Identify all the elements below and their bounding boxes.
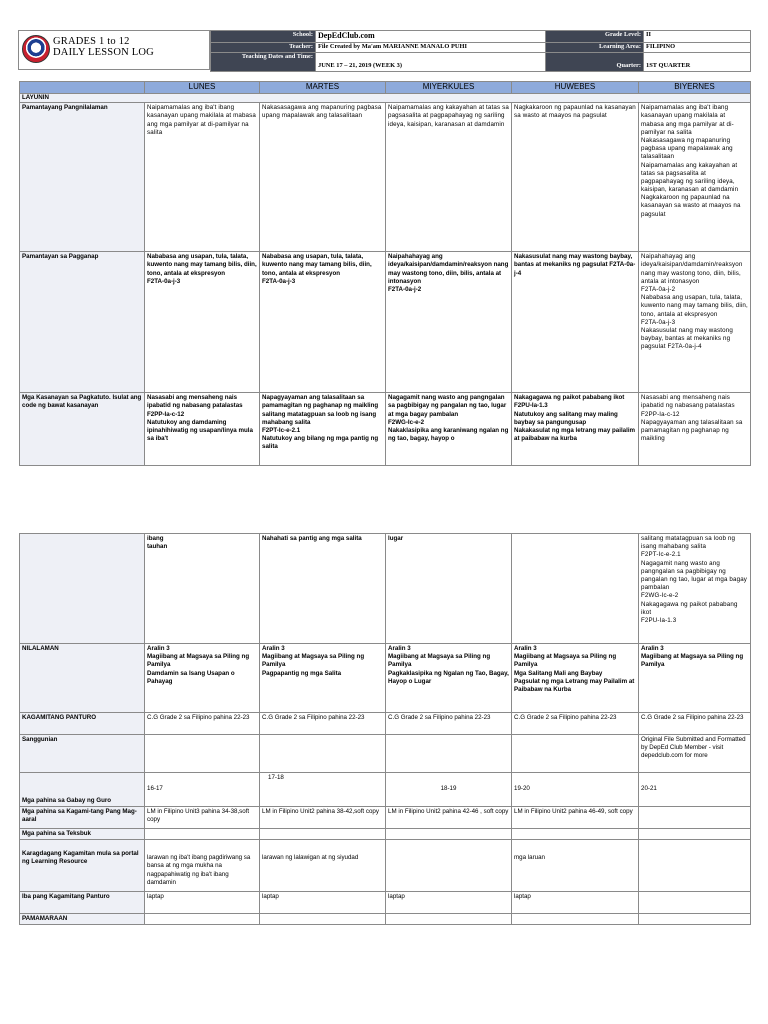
cell-miyerkules: laptap <box>386 892 512 914</box>
cell-huwebes: Aralin 3 Magiibang at Magsaya sa Piling ng Pamilya Mga Salitang Mali ang Baybay Pagsulat ng mga Letrang may Pailalim at Paibabaw na Kurba <box>512 644 639 713</box>
cell-miyerkules: Naipahahayag ang ideya/kaisipan/damdamin/reaksyon nang may wastong tono, diin, bilis, antala at intonasyon F2TA-0a-j-2 <box>386 252 512 393</box>
cell-lunes <box>145 829 260 840</box>
grade-level-label: Grade Level: <box>546 31 644 43</box>
cell-miyerkules <box>386 914 512 925</box>
cell-biyernes: Nasasabi ang mensaheng nais ipabatid ng nabasang patalastas F2PP-Ia-c-12 Napagyayaman ang talasalitaan sa pamamagitan ng paghanap ng maikling <box>639 393 751 466</box>
cell-lunes <box>145 914 260 925</box>
teaching-dates-label: Teaching Dates and Time: <box>211 52 316 71</box>
cell-lunes: larawan ng iba't ibang pagdiriwang sa bansa at ng mga mukha na nagpapahiwatig ng iba't ibang damdamin <box>145 840 260 892</box>
row-label-kagamitang-panturo: KAGAMITANG PANTURO <box>20 713 145 735</box>
cell-biyernes: Naipamamalas ang iba't ibang kasanayan upang makilala at mabasa ang mga pamilyar at di-pamilyar na salita Nakasasagawa ng mapanuring pagbasa upang mapalawak ang talasalitaan Naipamamalas ang kakayahan at tatas sa pagsasalita at pagpapahayag ng sariling ideya, kaisipan, karanasan at damdamin Nagkakaroon ng papaunlad na kasanayan sa wasto at maayos na pagsulat <box>639 103 751 252</box>
title-line-1: GRADES 1 to 12 <box>53 36 130 47</box>
lesson-log-logo-box <box>18 30 210 70</box>
learning-area-value: FILIPINO <box>644 42 751 52</box>
day-header-blank <box>20 82 145 94</box>
info-table <box>210 30 751 72</box>
cell-biyernes: Aralin 3 Magiibang at Magsaya sa Piling ng Pamilya <box>639 644 751 713</box>
cell-huwebes: LM in Filipino Unit2 pahina 46-49, soft copy <box>512 807 639 829</box>
row-label-pamantayan-sa-pagganap: Pamantayan sa Pagganap <box>20 252 145 393</box>
cell-huwebes: Nakasusulat nang may wastong baybay, bantas at mekaniks ng pagsulat F2TA-0a-j-4 <box>512 252 639 393</box>
learning-area-label: Learning Area: <box>546 42 644 52</box>
day-header-biyernes: BIYERNES <box>639 82 751 94</box>
cell-martes: Nakasasagawa ang mapanuring pagbasa upang mapalawak ang talasalitaan <box>260 103 386 252</box>
cell-martes <box>260 914 386 925</box>
quarter-label: Quarter: <box>546 52 644 71</box>
cell-lunes: C.G Grade 2 sa Filipino pahina 22-23 <box>145 713 260 735</box>
lesson-log-title <box>53 36 154 58</box>
cell-martes: Nababasa ang usapan, tula, talata, kuwento nang may tamang bilis, diin, tono, antala at ekspresyon F2TA-0a-j-3 <box>260 252 386 393</box>
cell-biyernes <box>639 914 751 925</box>
cell-lunes: 16-17 <box>145 773 260 807</box>
teacher-value: File Created by Ma'am MARIANNE MANALO PUHI <box>316 42 546 52</box>
cell-huwebes: mga laruan <box>512 840 639 892</box>
cell-martes: Napagyayaman ang talasalitaan sa pamamagitan ng paghanap ng maikling salitang matatagpuan sa loob ng isang mahabang salita F2PT-Ic-e-2.1 Natutukoy ang bilang ng mga pantig ng salita <box>260 393 386 466</box>
day-header-miyerkules: MIYERKULES <box>386 82 512 94</box>
cell-biyernes: C.G Grade 2 sa Filipino pahina 22-23 <box>639 713 751 735</box>
school-value[interactable]: DepEdClub.com <box>316 31 546 43</box>
cell-biyernes: Naipahahayag ang ideya/kaisipan/damdamin/reaksyon nang may wastong tono, diin, bilis, antala at intonasyon F2TA-0a-j-2 Nababasa ang usapan, tula, talata, kuwento nang may tamang bilis, diin, tono, antala at ekspresyon F2TA-0a-j-3 Nakasusulat nang may wastong baybay, bantas at mekaniks ng pagsulat F2TA-0a-j-4 <box>639 252 751 393</box>
cell-biyernes <box>639 892 751 914</box>
cell-martes: laptap <box>260 892 386 914</box>
title-line-2: DAILY LESSON LOG <box>53 47 154 59</box>
cell-martes: LM in Filipino Unit2 pahina 38-42,soft copy <box>260 807 386 829</box>
cell-miyerkules: Naipamamalas ang kakayahan at tatas sa pagsasalita at pagpapahayag ng sariling ideya, kaisipan, karanasan at damdamin <box>386 103 512 252</box>
cell-huwebes <box>512 735 639 773</box>
cell-lunes: Nasasabi ang mensaheng nais ipabatid ng nabasang patalastas F2PP-Ia-c-12 Natutukoy ang damdaming ipinahihiwatig ng usapan/linya mula sa iba't <box>145 393 260 466</box>
quarter-value: 1ST QUARTER <box>644 52 751 71</box>
cell-lunes: Aralin 3 Magiibang at Magsaya sa Piling ng Pamilya Damdamin sa Isang Usapan o Pahayag <box>145 644 260 713</box>
day-header-martes: MARTES <box>260 82 386 94</box>
cell-biyernes: Original File Submitted and Formatted by DepEd Club Member - visit depedclub.com for more <box>639 735 751 773</box>
deped-seal-icon <box>22 35 50 63</box>
cell-biyernes <box>639 807 751 829</box>
cell-martes <box>260 735 386 773</box>
cell-martes: Aralin 3 Magiibang at Magsaya sa Piling ng Pamilya Pagpapantig ng mga Salita <box>260 644 386 713</box>
teacher-label: Teacher: <box>211 42 316 52</box>
school-label: School: <box>211 31 316 43</box>
cell-miyerkules <box>386 829 512 840</box>
cell-lunes: laptap <box>145 892 260 914</box>
cell-martes: larawan ng lalawigan at ng siyudad <box>260 840 386 892</box>
cell-huwebes: 19-20 <box>512 773 639 807</box>
cell-miyerkules: 18-19 <box>386 773 512 807</box>
row-label-teksbuk: Mga pahina sa Teksbuk <box>20 829 145 840</box>
cell-lunes: ibang tauhan <box>145 534 260 644</box>
cell-miyerkules <box>386 840 512 892</box>
cell-martes: 17-18 <box>260 773 386 807</box>
cell-martes <box>260 829 386 840</box>
day-header-lunes: LUNES <box>145 82 260 94</box>
cell-huwebes: Nagkakaroon ng papaunlad na kasanayan sa wasto at maayos na pagsulat <box>512 103 639 252</box>
cell-huwebes <box>512 829 639 840</box>
cell-miyerkules: lugar <box>386 534 512 644</box>
cell-biyernes: salitang matatagpuan sa loob ng isang mahabang salita F2PT-Ic-e-2.1 Nagagamit nang wasto ang pangngalan sa pagbibigay ng pangalan ng tao, lugar at mga bagay pambalan F2WG-Ic-e-2 Nakagagawa ng paikot pababang ikot F2PU-Ia-1.3 <box>639 534 751 644</box>
row-label-continuation <box>20 534 145 644</box>
cell-miyerkules <box>386 735 512 773</box>
row-label-gabay-ng-guro: Mga pahina sa Gabay ng Guro <box>20 773 145 807</box>
cell-huwebes: laptap <box>512 892 639 914</box>
cell-martes: C.G Grade 2 sa Filipino pahina 22-23 <box>260 713 386 735</box>
row-label-sanggunian: Sanggunian <box>20 735 145 773</box>
cell-huwebes: C.G Grade 2 sa Filipino pahina 22-23 <box>512 713 639 735</box>
cell-huwebes: Nakagagawa ng paikot pababang ikot F2PU-Ia-1.3 Natutukoy ang salitang may maling baybay sa pangungusap Nakakasulat ng mga letrang may pailalim at paibabaw na kurba <box>512 393 639 466</box>
cell-lunes: Naipamamalas ang iba't ibang kasanayan upang makilala at mabasa ang mga pamilyar at di-pamilyar na salita <box>145 103 260 252</box>
row-label-pamantayang-pangnilalaman: Pamantayang Pangnilalaman <box>20 103 145 252</box>
cell-lunes <box>145 735 260 773</box>
cell-huwebes <box>512 534 639 644</box>
cell-biyernes: 20-21 <box>639 773 751 807</box>
day-header-huwebes: HUWEBES <box>512 82 639 94</box>
cell-miyerkules: Nagagamit nang wasto ang pangngalan sa pagbibigay ng pangalan ng tao, lugar at mga bagay pambalan F2WG-Ic-e-2 Nakaklasipika ang karaniwang ngalan ng ng tao, bagay, hayop o <box>386 393 512 466</box>
row-label-mga-kasanayan: Mga Kasanayan sa Pagkatuto. Isulat ang code ng bawat kasanayan <box>20 393 145 466</box>
row-label-nilalaman: NILALAMAN <box>20 644 145 713</box>
cell-miyerkules: C.G Grade 2 sa Filipino pahina 22-23 <box>386 713 512 735</box>
teaching-dates-value: JUNE 17 – 21, 2019 (WEEK 3) <box>316 52 546 71</box>
row-label-pamamaraan: PAMAMARAAN <box>20 914 145 925</box>
cell-miyerkules: Aralin 3 Magiibang at Magsaya sa Piling ng Pamilya Pagkaklasipika ng Ngalan ng Tao, Bagay, Hayop o Lugar <box>386 644 512 713</box>
cell-lunes: LM in Filipino Unit3 pahina 34-38,soft copy <box>145 807 260 829</box>
cell-lunes: Nababasa ang usapan, tula, talata, kuwento nang may tamang bilis, diin, tono, antala at ekspresyon F2TA-0a-j-3 <box>145 252 260 393</box>
lesson-table-page-1 <box>19 81 751 466</box>
layunin-heading: LAYUNIN <box>20 94 751 103</box>
cell-martes: Nahahati sa pantig ang mga salita <box>260 534 386 644</box>
row-label-iba-pang-kagamitan: Iba pang Kagamitang Panturo <box>20 892 145 914</box>
cell-huwebes <box>512 914 639 925</box>
row-label-karagdagang-kagamitan: Karagdagang Kagamitan mula sa portal ng Learning Resource <box>20 840 145 892</box>
row-label-kagamitang-pang-mag-aaral: Mga pahina sa Kagami-tang Pang Mag-aaral <box>20 807 145 829</box>
cell-miyerkules: LM in Filipino Unit2 pahina 42-46 , soft copy <box>386 807 512 829</box>
cell-biyernes <box>639 840 751 892</box>
cell-biyernes <box>639 829 751 840</box>
grade-level-value: II <box>644 31 751 43</box>
lesson-table-page-2 <box>19 533 751 925</box>
